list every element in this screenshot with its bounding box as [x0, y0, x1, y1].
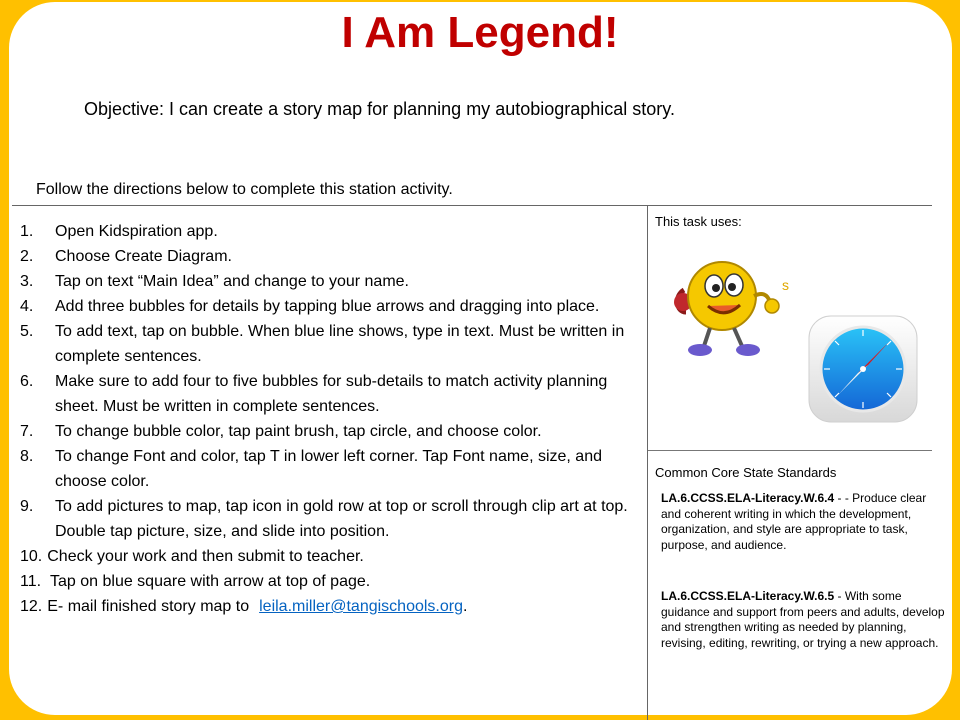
- standard-text: With some guidance and support from peers and adults, develop and strengthen writing as needed by planning, revising, editing, rewriting, or trying a new approach.: [661, 589, 945, 650]
- task-uses-label: This task uses:: [655, 214, 742, 229]
- list-item: 3. Tap on text “Main Idea” and change to your name.: [20, 273, 409, 290]
- list-item: 9. To add pictures to map, tap icon in gold row at top or scroll through clip art at top. Double tap picture, size, and slide into position.: [20, 498, 628, 540]
- list-item: 5. To add text, tap on bubble. When blue line shows, type in text. Must be written in complete sentences.: [20, 323, 625, 365]
- table-column-divider: [647, 205, 648, 720]
- list-item: 7. To change bubble color, tap paint brush, tap circle, and choose color.: [20, 423, 542, 440]
- ccss-heading: Common Core State Standards: [655, 465, 837, 480]
- list-item: 8. To change Font and color, tap T in lower left corner. Tap Font name, size, and choose color.: [20, 448, 602, 490]
- list-item: 6. Make sure to add four to five bubbles for sub-details to match activity planning sheet. Must be written in complete sentences.: [20, 373, 608, 415]
- kidspiration-mascot-icon: [670, 250, 790, 362]
- table-row-divider: [648, 450, 932, 451]
- table-top-border: [12, 205, 932, 206]
- safari-compass-icon: [808, 315, 918, 423]
- standard-code: LA.6.CCSS.ELA-Literacy.W.6.5: [661, 589, 835, 603]
- directions-intro: Follow the directions below to complete this station activity.: [36, 181, 453, 198]
- list-item: 4. Add three bubbles for details by tapping blue arrows and dragging into place.: [20, 298, 600, 315]
- standard-w-6-5: LA.6.CCSS.ELA-Literacy.W.6.5 - With some guidance and support from peers and adults, develop and strengthen writing as needed by planning, revising, editing, rewriting, or trying a new approach.: [661, 589, 945, 650]
- list-item: 1. Open Kidspiration app.: [20, 223, 218, 240]
- standard-code: LA.6.CCSS.ELA-Literacy.W.6.4: [661, 491, 835, 505]
- page-title: I Am Legend!: [341, 8, 619, 57]
- list-item: 2. Choose Create Diagram.: [20, 248, 232, 265]
- list-item: 10. Check your work and then submit to teacher.: [20, 548, 364, 565]
- objective-text: Objective: I can create a story map for planning my autobiographical story.: [84, 99, 675, 119]
- standard-text: Produce clear and coherent writing in which the development, organization, and style are appropriate to task, purpose, and audience.: [661, 491, 927, 552]
- teacher-email-link[interactable]: leila.miller@tangischools.org: [259, 598, 463, 615]
- svg-text:s: s: [782, 277, 789, 293]
- directions-list: [20, 219, 640, 619]
- list-item: 11. Tap on blue square with arrow at top of page.: [20, 573, 371, 590]
- standard-w-6-4: LA.6.CCSS.ELA-Literacy.W.6.4 - - Produce clear and coherent writing in which the development, organization, and style are appropriate to task, purpose, and audience.: [661, 491, 927, 552]
- list-item: 12. E- mail finished story map to leila.miller@tangischools.org.: [20, 598, 468, 615]
